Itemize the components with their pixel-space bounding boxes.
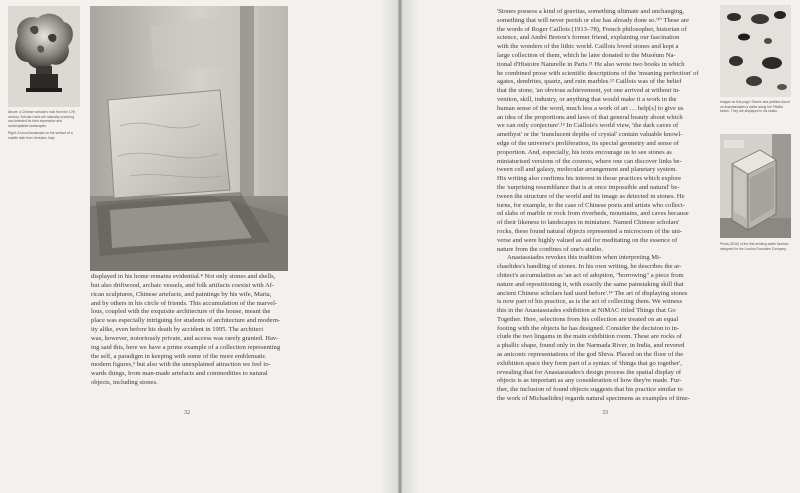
right-line: turns, for example, to the case of Chinese poets and artists who collect-: [497, 201, 685, 209]
right-line: revealing that for Anastassiades's design process the spatial display of: [497, 368, 682, 376]
right-line: science, and André Breton's former friend, explaining our fascination: [497, 34, 680, 42]
right-line: miniaturised versions of the cosmos, where one can discover links be-: [497, 157, 682, 165]
right-line: edge of the universe's proliferation, its special geometry and sense of: [497, 139, 679, 147]
right-line: large collection of them, which he later donated to the Muséum Na-: [497, 51, 676, 59]
left-line: was, however, notoriously private, and access was rarely granted. Hav-: [91, 334, 279, 342]
left-line: place was especially intriguing for students of architecture and modern-: [91, 317, 281, 325]
right-line: footing with the objects he has designed. Consider the decision to in-: [497, 324, 680, 332]
right-line: the work of Michaelides) regards natural specimens as examples of time-: [497, 395, 690, 403]
page-number-right: 33: [602, 410, 608, 416]
right-body-text: [497, 8, 705, 404]
right-line: this in the Anastassiades exhibition at NiMAC titled Things that Go: [497, 307, 676, 315]
right-line: Anastassiades revokes this tradition when interpreting Mi-: [507, 254, 662, 262]
right-line: tween cell and galaxy, molecular arrangement and planetary system.: [497, 166, 678, 174]
left-line: rican sculptures, Chinese artefacts, and paintings by his wife, Maria,: [91, 290, 272, 298]
left-line: the self, a paradigm in keeping with some of the more emblematic: [91, 352, 266, 360]
right-caption-top: Images on this page: Stones and pebbles found on Anastassiades's walks along the Pitsillia beach. They are displayed in his studio.: [720, 100, 790, 114]
right-line: the 'surprising resemblance that is at once impossible and natural' be-: [497, 183, 680, 191]
right-line: ancient Chinese scholars had used before'.¹⁴ The art of displaying stones: [497, 289, 688, 297]
right-line: His writing also confirms his interest in those practices which explore: [497, 175, 682, 183]
right-line: an idea of the proportions and laws of that general beauty about which: [497, 113, 683, 121]
left-line: ing said this, here we have a prime example of a collection representing: [91, 343, 281, 351]
left-line: but also driftwood, archaic vessels, and folk artifacts coexist with Af-: [91, 281, 275, 289]
right-line: 'Stones possess a kind of gravitas, something ultimate and unchanging,: [497, 8, 685, 15]
right-line: agates, dendrites, quartz, and ruin marbles.¹² Caillois was of the belief: [497, 78, 682, 86]
right-line: as aniconic representations of the god Shiva. Placed on the floor of the: [497, 351, 684, 359]
left-line: lous, coupled with the exquisite architecture of the house, meant the: [91, 308, 271, 316]
right-line: ed slabs of marble or rock from riverbeds, mountains, and caves because: [497, 210, 689, 218]
pebbles-photo: [720, 5, 791, 97]
left-line: ity alike, even before his death by accident in 1995. The architect: [91, 326, 264, 334]
marble-slab-photo: [90, 6, 288, 271]
right-caption-bottom: Photo (2016) of the first drinking water fountain designed for the London Fountains Company.: [720, 242, 789, 251]
right-line: Together. Here, selections from his collection are treated on an equal: [497, 315, 679, 323]
right-line: with the wonders of the lithic world. Caillois loved stones and kept a: [497, 43, 679, 51]
left-body-text: [91, 273, 289, 388]
right-line: a phallic shape, found only in the Narmada River, in India, and revered: [497, 342, 685, 350]
right-line: is now part of his practice, as is the act of collecting them. We witness: [497, 298, 683, 306]
left-line: modern figures,⁹ but also with the unexplained attraction we feel to-: [91, 361, 271, 369]
right-line: tional d'Histoire Naturelle in Paris.¹¹ He also wrote two books in which: [497, 60, 685, 68]
left-line: displayed in his home remains evidential.⁸ Not only stones and shells,: [91, 273, 276, 280]
right-line: chitect's accumulation as 'an act of adoption, "borrowing" a piece from: [497, 271, 684, 279]
right-line: amethyst' or the 'translucent depths of crystal' contain valuable knowl-: [497, 131, 683, 139]
left-line: objects, including stones.: [91, 379, 158, 387]
right-line: nature from the confines of one's studio.: [497, 245, 604, 253]
right-line: nature and repositioning it, with exactly the same painstaking skill that: [497, 280, 684, 288]
left-page: [0, 0, 398, 493]
right-page: [402, 0, 800, 493]
right-line: proportion. And, especially, his texts encourage us to see stones as: [497, 148, 672, 156]
right-line: we can only conjecture'.¹³ In Caillois's world view, 'the dark caves of: [497, 122, 679, 130]
right-line: tween the structure of the world and its image as detected in stones. He: [497, 192, 685, 200]
left-line: and by others in his circle of friends. This accumulation of the marvel-: [91, 299, 278, 307]
right-line: the words of Roger Caillois (1913–78), French philosopher, historian of: [497, 25, 687, 33]
right-line: something that will never perish or else has already done so.'¹⁰ These are: [497, 16, 689, 24]
right-line: ther, the inclusion of found objects suggests that his practice similar to: [497, 386, 683, 394]
left-line: wards things, from man-made artefacts and commodities to natural: [91, 370, 268, 378]
right-line: rocks, these found natural objects represented a microcosm of the uni-: [497, 227, 683, 235]
right-line: human sense of the word, much less a work of art … help[s] to give us: [497, 104, 684, 112]
page-number-left: 32: [184, 410, 190, 416]
right-line: verse and were highly valued as aid for meditating on the essence of: [497, 236, 678, 244]
left-caption: [8, 110, 80, 144]
caption-scholar-rock: Above: A Chinese scholar's rock from the 17th century. Scholar rocks are naturally occurring and selected for their expressive and contemplative landscapes.: [8, 110, 76, 128]
right-line: exhibition space they form part of a syntax of 'things that go together',: [497, 359, 682, 367]
right-line: he combined prose with scientific descriptions of the 'meaning perfection' of: [497, 69, 699, 77]
caption-marble-slab: Right: A found landscape on the surface of a marble slab from Verdalen, Italy.: [8, 131, 73, 140]
fountain-photo: [720, 134, 791, 238]
right-line: of their likeness to landscapes in miniature. Named Chinese scholars': [497, 219, 680, 227]
scholar-rock-photo: [8, 6, 80, 107]
right-line: clude the two lingams in the main exhibition room. These are rocks of: [497, 333, 683, 341]
right-line: that the stone, 'an obvious achievement, yet one arrived at without in-: [497, 87, 681, 95]
right-line: objects is as important as any consideration of how they're made. Fur-: [497, 377, 682, 385]
right-line: chaelides's handling of stones. In his own writing, he describes the ar-: [497, 263, 682, 271]
right-line: vention, skill, industry, or anything that would make it a work in the: [497, 95, 677, 103]
